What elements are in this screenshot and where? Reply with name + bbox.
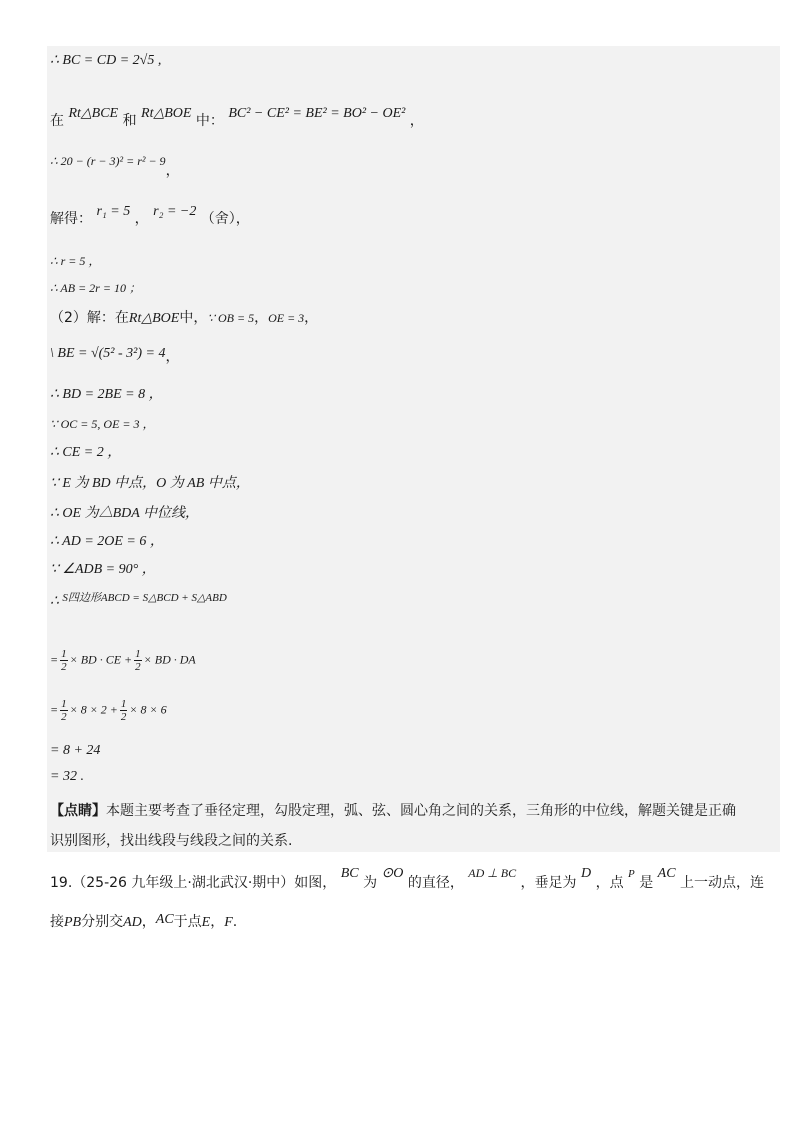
solution-line: = $\frac{1}{2}$ × BD · CE + $\frac{1}{2}$ × BD · DA: [50, 648, 196, 673]
solution-line: 解得： r₁ = 5 ， r₂ = −2 （舍），: [50, 204, 250, 227]
solution-line: ∴ AB = 2r = 10 ；: [50, 281, 141, 295]
question-line: 接PB分别交AD，AC于点E，F.: [50, 912, 238, 930]
solution-line: ∴ BC = CD = 2√5 ,: [50, 53, 162, 68]
solution-line: ∵ OC = 5, OE = 3 ，: [50, 417, 155, 431]
solution-line: = 32 .: [50, 769, 84, 784]
solution-line: \ BE = √(5² - 3²) = 4，: [50, 346, 180, 365]
comment-line: 【点睛】本题主要考查了垂径定理，勾股定理，弧、弦、圆心角之间的关系，三角形的中位线，解题关键是正确: [50, 803, 736, 819]
solution-line: ∴ $^{S四边形ABCD = S\triangle BCD + S\triangle ABD}$: [50, 592, 227, 609]
solution-line: = 8 + 24: [50, 743, 101, 758]
solution-line: ∵ E 为 BD 中点，O 为 AB 中点，: [50, 476, 250, 491]
solution-line: ∴ OE 为△BDA 中位线，: [50, 506, 200, 521]
solution-line: （2）解：在Rt△BOE中，∵ OB = 5，OE = 3，: [50, 310, 319, 326]
solution-line: 在 Rt△BCE 和 Rt△BOE 中： BC² − CE² = BE² = BO² − OE² ，: [50, 106, 424, 129]
solution-line: ∴ AD = 2OE = 6 ，: [50, 534, 164, 549]
solution-line: ∴ CE = 2 ，: [50, 445, 122, 460]
solution-line: = $\frac{1}{2}$ × 8 × 2 + $\frac{1}{2}$ × 8 × 6: [50, 698, 167, 723]
comment-tag: 【点睛】: [50, 803, 106, 819]
solution-line: ∴ r = 5 ，: [50, 254, 101, 268]
solution-line: ∴ BD = 2BE = 8 ，: [50, 387, 163, 402]
solution-line: ∴ 20 − (r − 3)² = r² − 9，: [50, 154, 180, 179]
comment-line: 识别图形，找出线段与线段之间的关系.: [50, 833, 293, 849]
solution-line: ∵ ∠ADB = 90° ，: [50, 562, 156, 577]
question-line: 19.（25-26 九年级上·湖北武汉·期中）如图， BC 为 ⊙O 的直径， AD ⊥ BC ，垂足为 D ，点 $^P$ 是 AC 上一动点，连: [50, 866, 765, 891]
